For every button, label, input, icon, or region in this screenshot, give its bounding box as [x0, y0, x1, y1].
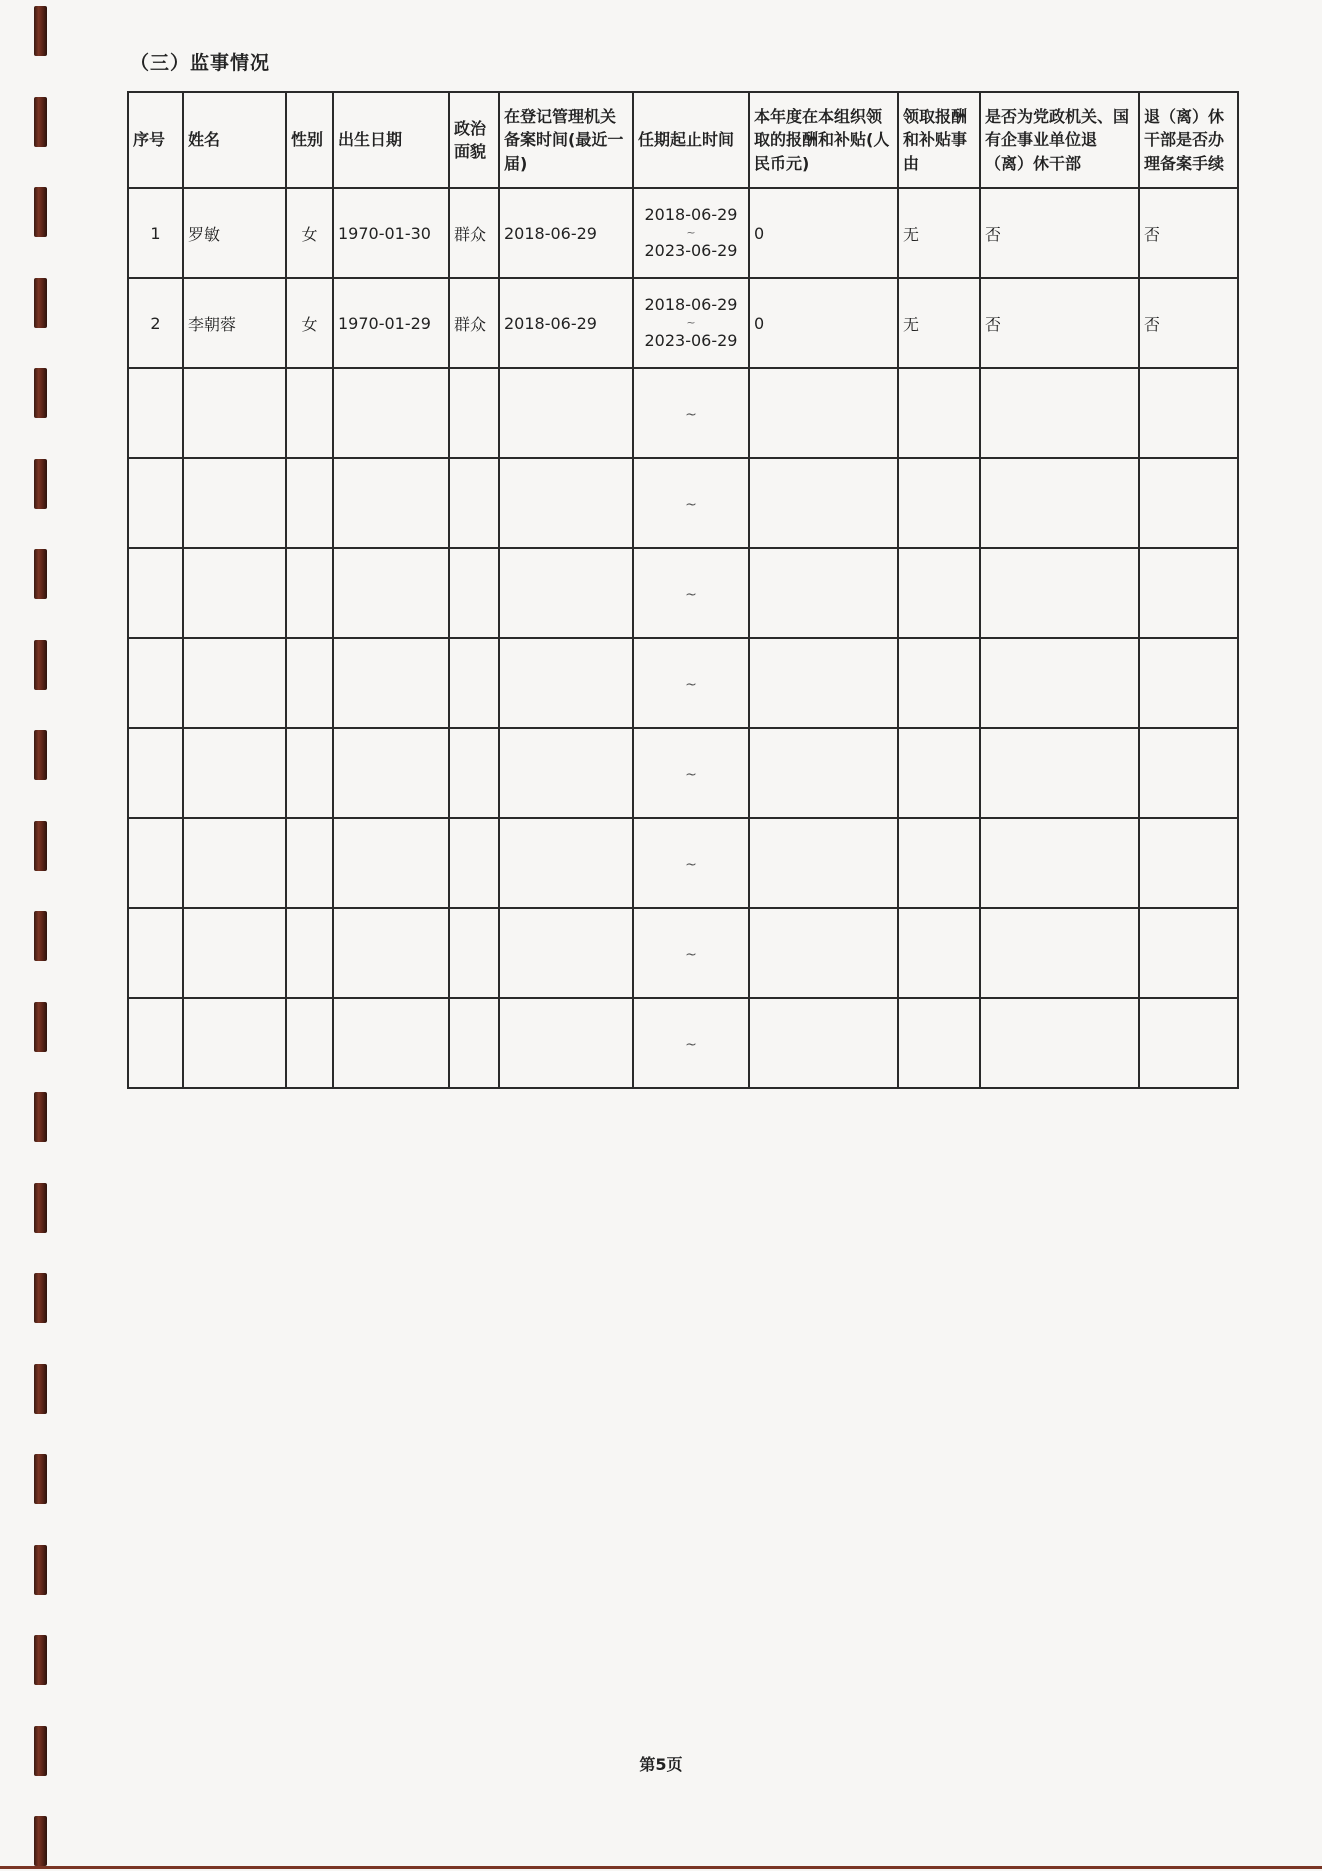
- header-index: 序号: [128, 92, 183, 188]
- empty-cell: [128, 818, 183, 908]
- row-retired-filing: 否: [1139, 278, 1238, 368]
- empty-cell: [449, 458, 499, 548]
- empty-cell: [499, 728, 633, 818]
- empty-cell: [1139, 818, 1238, 908]
- empty-cell: [286, 548, 333, 638]
- binding-hole: [34, 6, 47, 56]
- row-term: [633, 278, 749, 368]
- row-remuneration-reason: 无: [898, 188, 980, 278]
- empty-cell: [286, 908, 333, 998]
- row-index: 1: [128, 188, 183, 278]
- empty-cell: [1139, 638, 1238, 728]
- binding-hole: [34, 97, 47, 147]
- binding-hole: [34, 911, 47, 961]
- table-row: [128, 188, 1238, 278]
- binding-hole: [34, 640, 47, 690]
- empty-cell: [286, 458, 333, 548]
- section-title: （三）监事情况: [130, 52, 271, 74]
- term-start: 2018-06-29: [644, 294, 738, 314]
- empty-term-cell: [633, 368, 749, 458]
- table-header-row: [128, 92, 1238, 188]
- empty-cell: [128, 548, 183, 638]
- binding-hole: [34, 459, 47, 509]
- empty-cell: [898, 728, 980, 818]
- empty-cell: [183, 548, 286, 638]
- empty-cell: [1139, 728, 1238, 818]
- empty-cell: [449, 818, 499, 908]
- term-separator: ~: [685, 946, 697, 963]
- header-political-status: 政治面貌: [449, 92, 499, 188]
- empty-cell: [128, 458, 183, 548]
- empty-cell: [980, 458, 1139, 548]
- header-remuneration-reason: 领取报酬和补贴事由: [898, 92, 980, 188]
- row-name: 李朝蓉: [183, 278, 286, 368]
- empty-cell: [128, 728, 183, 818]
- binding-hole: [34, 821, 47, 871]
- empty-term-cell: [633, 458, 749, 548]
- term-start: 2018-06-29: [644, 204, 738, 224]
- empty-cell: [183, 458, 286, 548]
- empty-cell: [183, 368, 286, 458]
- table-row: [128, 278, 1238, 368]
- row-birth-date: 1970-01-30: [333, 188, 449, 278]
- empty-cell: [449, 908, 499, 998]
- empty-cell: [449, 548, 499, 638]
- empty-cell: [749, 458, 898, 548]
- empty-cell: [286, 818, 333, 908]
- empty-cell: [128, 998, 183, 1088]
- binding-hole: [34, 1092, 47, 1142]
- header-filing-date: 在登记管理机关备案时间(最近一届): [499, 92, 633, 188]
- empty-cell: [980, 908, 1139, 998]
- empty-term-cell: [633, 728, 749, 818]
- empty-term-cell: [633, 908, 749, 998]
- supervisors-table: [127, 91, 1239, 1089]
- empty-cell: [286, 998, 333, 1088]
- term-end: 2023-06-29: [644, 331, 738, 351]
- binding-hole: [34, 278, 47, 328]
- header-retired-official: 是否为党政机关、国有企事业单位退（离）休干部: [980, 92, 1139, 188]
- term-separator: ~: [685, 406, 697, 423]
- row-filing-date: 2018-06-29: [499, 278, 633, 368]
- empty-cell: [333, 728, 449, 818]
- empty-cell: [898, 818, 980, 908]
- empty-table-row: [128, 728, 1238, 818]
- row-political-status: 群众: [449, 188, 499, 278]
- empty-table-row: [128, 818, 1238, 908]
- empty-cell: [1139, 548, 1238, 638]
- row-retired-filing: 否: [1139, 188, 1238, 278]
- row-gender: 女: [286, 188, 333, 278]
- empty-cell: [749, 548, 898, 638]
- header-term: 任期起止时间: [633, 92, 749, 188]
- empty-cell: [980, 728, 1139, 818]
- term-separator: ~: [686, 225, 696, 239]
- empty-cell: [980, 638, 1139, 728]
- binding-hole: [34, 1816, 47, 1866]
- empty-cell: [128, 368, 183, 458]
- header-gender: 性别: [286, 92, 333, 188]
- empty-cell: [183, 908, 286, 998]
- empty-cell: [1139, 908, 1238, 998]
- empty-cell: [980, 998, 1139, 1088]
- row-remuneration: 0: [749, 278, 898, 368]
- header-retired-filing: 退（离）休干部是否办理备案手续: [1139, 92, 1238, 188]
- empty-cell: [333, 548, 449, 638]
- term-separator: ~: [685, 586, 697, 603]
- empty-cell: [333, 998, 449, 1088]
- binding-hole: [34, 187, 47, 237]
- bottom-edge: [0, 1866, 1322, 1869]
- binding-hole: [34, 1635, 47, 1685]
- empty-cell: [980, 368, 1139, 458]
- binding-hole: [34, 1183, 47, 1233]
- empty-cell: [183, 728, 286, 818]
- empty-cell: [499, 548, 633, 638]
- empty-cell: [499, 458, 633, 548]
- binding-holes: [28, 0, 50, 1871]
- empty-cell: [898, 368, 980, 458]
- binding-hole: [34, 1273, 47, 1323]
- empty-cell: [449, 368, 499, 458]
- empty-cell: [128, 638, 183, 728]
- empty-cell: [183, 638, 286, 728]
- binding-hole: [34, 1002, 47, 1052]
- page-number: 第5页: [639, 1755, 683, 1774]
- empty-table-row: [128, 908, 1238, 998]
- row-remuneration-reason: 无: [898, 278, 980, 368]
- empty-cell: [286, 368, 333, 458]
- empty-cell: [499, 818, 633, 908]
- header-remuneration: 本年度在本组织领取的报酬和补贴(人民币元): [749, 92, 898, 188]
- row-index: 2: [128, 278, 183, 368]
- term-separator: ~: [685, 676, 697, 693]
- term-end: 2023-06-29: [644, 241, 738, 261]
- empty-cell: [499, 368, 633, 458]
- empty-cell: [749, 368, 898, 458]
- empty-cell: [749, 818, 898, 908]
- row-gender: 女: [286, 278, 333, 368]
- row-birth-date: 1970-01-29: [333, 278, 449, 368]
- empty-table-row: [128, 548, 1238, 638]
- empty-cell: [749, 908, 898, 998]
- row-political-status: 群众: [449, 278, 499, 368]
- empty-table-row: [128, 458, 1238, 548]
- empty-cell: [749, 728, 898, 818]
- binding-hole: [34, 1545, 47, 1595]
- term-separator: ~: [685, 1036, 697, 1053]
- empty-cell: [286, 638, 333, 728]
- empty-cell: [286, 728, 333, 818]
- empty-cell: [333, 818, 449, 908]
- row-term: [633, 188, 749, 278]
- empty-cell: [333, 638, 449, 728]
- empty-cell: [898, 458, 980, 548]
- empty-cell: [1139, 368, 1238, 458]
- term-separator: ~: [686, 315, 696, 329]
- empty-term-cell: [633, 818, 749, 908]
- empty-cell: [333, 458, 449, 548]
- empty-cell: [499, 908, 633, 998]
- empty-cell: [449, 998, 499, 1088]
- empty-cell: [449, 728, 499, 818]
- term-separator: ~: [685, 856, 697, 873]
- empty-cell: [333, 368, 449, 458]
- row-filing-date: 2018-06-29: [499, 188, 633, 278]
- empty-cell: [1139, 458, 1238, 548]
- empty-table-row: [128, 998, 1238, 1088]
- empty-term-cell: [633, 548, 749, 638]
- header-birth-date: 出生日期: [333, 92, 449, 188]
- empty-term-cell: [633, 638, 749, 728]
- empty-cell: [980, 548, 1139, 638]
- empty-cell: [749, 638, 898, 728]
- binding-hole: [34, 730, 47, 780]
- empty-cell: [898, 998, 980, 1088]
- row-retired-official: 否: [980, 278, 1139, 368]
- binding-hole: [34, 1454, 47, 1504]
- empty-cell: [449, 638, 499, 728]
- empty-cell: [499, 998, 633, 1088]
- term-separator: ~: [685, 496, 697, 513]
- binding-hole: [34, 549, 47, 599]
- empty-cell: [183, 998, 286, 1088]
- empty-table-row: [128, 368, 1238, 458]
- empty-table-row: [128, 638, 1238, 728]
- empty-cell: [128, 908, 183, 998]
- empty-cell: [183, 818, 286, 908]
- empty-cell: [749, 998, 898, 1088]
- binding-hole: [34, 1364, 47, 1414]
- row-remuneration: 0: [749, 188, 898, 278]
- row-name: 罗敏: [183, 188, 286, 278]
- empty-cell: [898, 638, 980, 728]
- header-name: 姓名: [183, 92, 286, 188]
- empty-term-cell: [633, 998, 749, 1088]
- empty-cell: [980, 818, 1139, 908]
- empty-cell: [898, 548, 980, 638]
- row-retired-official: 否: [980, 188, 1139, 278]
- empty-cell: [333, 908, 449, 998]
- empty-cell: [898, 908, 980, 998]
- empty-cell: [499, 638, 633, 728]
- empty-cell: [1139, 998, 1238, 1088]
- term-separator: ~: [685, 766, 697, 783]
- binding-hole: [34, 368, 47, 418]
